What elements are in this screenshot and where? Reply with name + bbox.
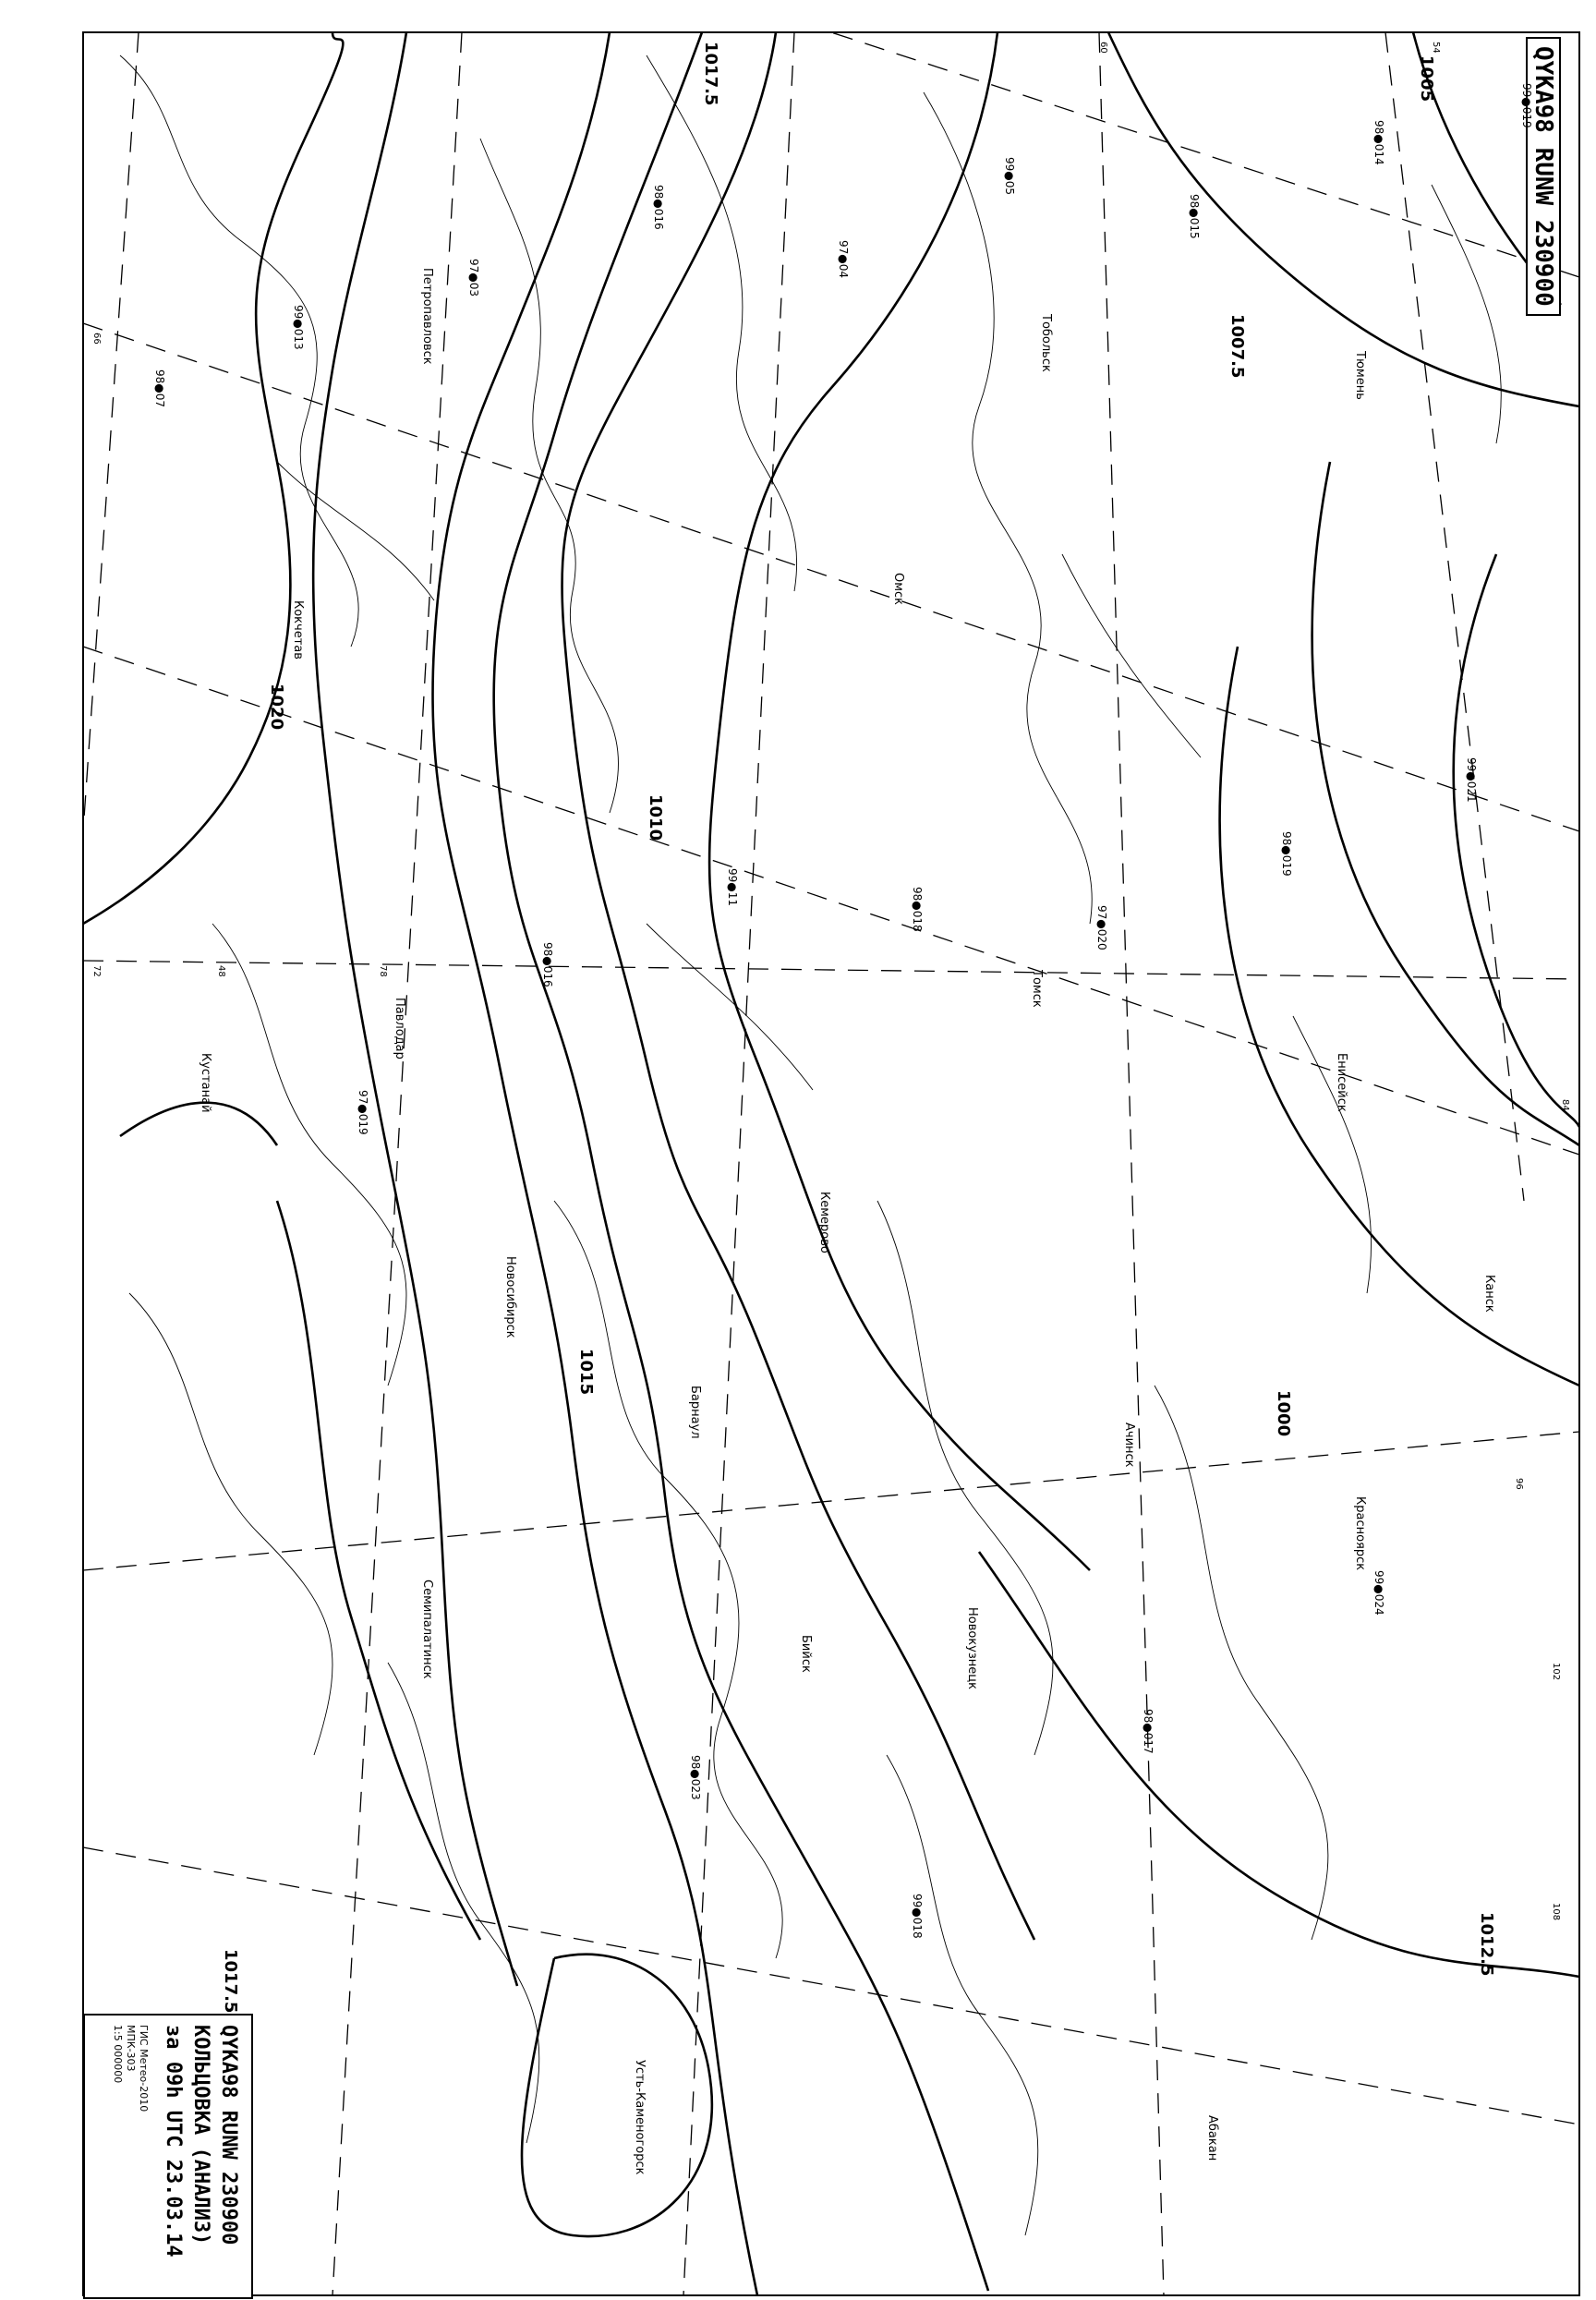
station-plot: 98●019 [1280, 831, 1293, 877]
station-plot: 99●11 [726, 868, 739, 907]
place-name: Усть-Каменогорск [633, 2060, 647, 2175]
station-plot: 99●05 [1003, 157, 1016, 196]
grid-label: 84 [1560, 1099, 1570, 1111]
isobar-1015 [432, 32, 757, 2295]
isobar-label-1017-5: 1017.5 [701, 42, 720, 106]
place-name: Кемерово [817, 1192, 831, 1253]
geographic-lines [120, 55, 1501, 2235]
isobar-1020b [277, 1201, 480, 1940]
place-name: Ачинск [1122, 1422, 1136, 1468]
place-name: Новосибирск [503, 1256, 517, 1338]
footer-title: КОЛЬЦОВКА (АНАЛИЗ) [189, 2025, 212, 2246]
place-name: Новокузнецк [965, 1607, 979, 1690]
station-plot: 97●03 [467, 259, 480, 297]
place-name: Кустанай [199, 1053, 212, 1113]
place-name: Петропавловск [420, 268, 434, 365]
grid-label: 72 [91, 965, 102, 977]
place-name: Барнаул [688, 1386, 702, 1439]
station-plot: 99●019 [1520, 83, 1533, 128]
place-name: Семипалатинск [420, 1580, 434, 1679]
grid-label: 60 [1098, 42, 1108, 54]
place-name: Кокчетав [291, 600, 305, 660]
grid-label: 78 [378, 965, 388, 977]
station-plot: 98●018 [911, 887, 924, 932]
isobar-label-1017-5-b: 1017.5 [221, 1949, 240, 2014]
isobar-label-1020: 1020 [267, 684, 286, 731]
place-name: Тобольск [1039, 314, 1053, 372]
footer-software-2: МПК-303 [125, 2025, 137, 2072]
header-code: QYKA98 RUNW 230900 [1526, 37, 1561, 316]
footer-title-block [83, 2014, 253, 2299]
grid-label: 48 [216, 965, 226, 977]
footer-scale: 1:5 000000 [112, 2025, 124, 2084]
place-name: Енисейск [1335, 1053, 1348, 1112]
footer-valid-time: за 09h UTC 23.03.14 [162, 2025, 185, 2258]
station-plot: 99●024 [1372, 1570, 1385, 1616]
station-plot: 98●016 [541, 942, 554, 987]
place-name: Абакан [1205, 2115, 1219, 2161]
station-plot: 99●013 [292, 305, 305, 350]
place-name: Бийск [799, 1635, 813, 1673]
isobar-label-1015: 1015 [576, 1349, 596, 1396]
place-name: Павлодар [393, 998, 406, 1059]
isobar-1012-5 [494, 32, 988, 2291]
isobar-1000 [1220, 647, 1579, 1386]
station-plot: 99●018 [911, 1894, 924, 1939]
station-plot: 98●017 [1142, 1709, 1155, 1754]
isobar-1007-5b [709, 32, 1090, 1570]
station-plot: 98●07 [153, 369, 166, 408]
isobar-1007-5 [1108, 32, 1579, 406]
grid-label: 96 [1514, 1478, 1524, 1490]
station-plot: 98●014 [1372, 120, 1385, 165]
footer-code: QYKA98 RUNW 230900 [217, 2025, 240, 2246]
isobar-label-1005: 1005 [1417, 55, 1436, 103]
place-name: Канск [1482, 1275, 1496, 1313]
isobar-1000b [1312, 462, 1579, 1145]
place-name: Тюмень [1353, 351, 1367, 400]
footer-software: ГИС Метео-2010 [138, 2025, 150, 2112]
station-plot: 97●019 [357, 1090, 369, 1135]
station-plot: 97●020 [1095, 905, 1108, 950]
isobar-label-1010: 1010 [646, 794, 665, 841]
grid-label: 66 [91, 333, 102, 345]
grid-label: 54 [1431, 42, 1441, 54]
place-name: Красноярск [1353, 1496, 1367, 1571]
isobar-label-1012-5: 1012.5 [1477, 1912, 1496, 1977]
station-plot: 98●023 [689, 1755, 702, 1800]
isobar-closed [522, 1955, 712, 2236]
isobar-label-1007-5: 1007.5 [1227, 314, 1247, 379]
station-plot: 99●021 [1465, 757, 1478, 803]
isobar-label-1000: 1000 [1274, 1390, 1293, 1437]
place-name: Омск [891, 573, 905, 606]
station-plot: 98●016 [652, 185, 665, 230]
station-plot: 97●04 [837, 240, 850, 279]
grid-label: 108 [1551, 1903, 1561, 1921]
station-plot: 98●015 [1188, 194, 1201, 239]
grid-label: 102 [1551, 1663, 1561, 1681]
isobar-east [1454, 554, 1579, 1127]
place-name: Томск [1030, 970, 1044, 1008]
isobar-1020 [83, 32, 343, 924]
